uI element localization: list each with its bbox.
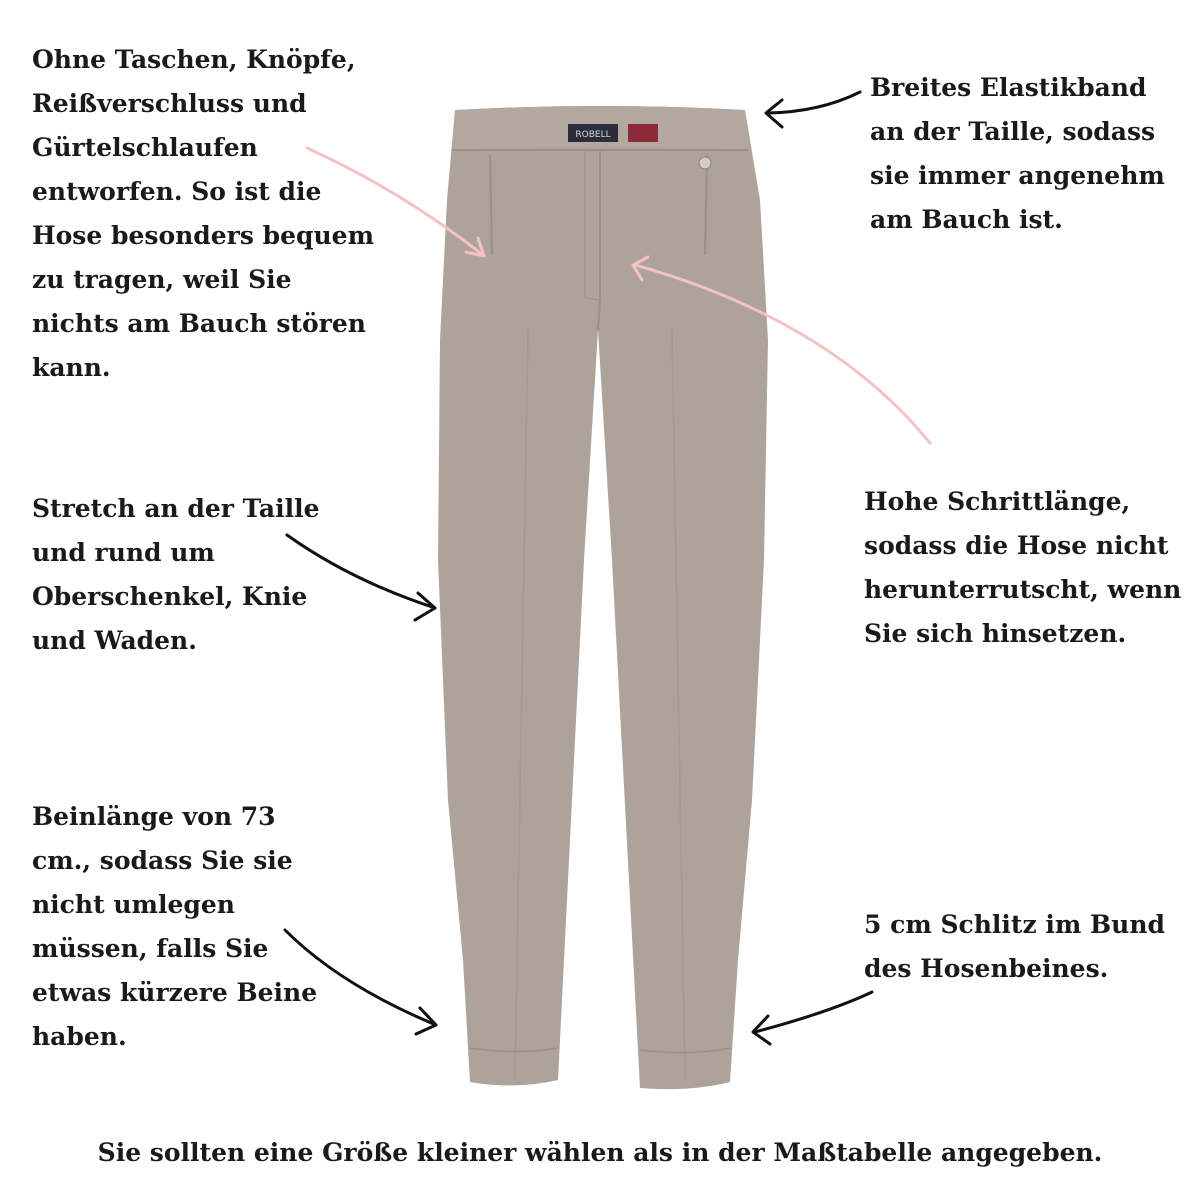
- annotation-bottom-left: Beinlänge von 73 cm., sodass Sie sie nicht umlegen müssen, falls Sie etwas kürzere Beine haben.: [32, 802, 318, 1051]
- annotation-mid-right: Hohe Schrittlänge, sodass die Hose nicht herunterrutscht, wenn Sie sich hinsetzen.: [864, 487, 1182, 648]
- arrow-bottom-right: [753, 992, 872, 1044]
- button-rivet: [699, 157, 711, 169]
- annotation-top-left: Ohne Taschen, Knöpfe, Reißverschluss und Gürtelschlaufen entworfen. So ist die Hose besonders bequem zu tragen, weil Sie nichts am Bauch stören kann.: [32, 45, 375, 382]
- brand-label-text: ROBELL: [575, 130, 611, 140]
- arrow-top-right: [766, 92, 860, 127]
- trousers-image: [438, 106, 768, 1089]
- annotation-top-right: Breites Elastikband an der Taille, sodass sie immer angenehm am Bauch ist.: [870, 73, 1165, 234]
- annotation-bottom-right: 5 cm Schlitz im Bund des Hosenbeines.: [864, 910, 1165, 983]
- annotation-mid-left: Stretch an der Taille und rund um Oberschenkel, Knie und Waden.: [32, 494, 320, 655]
- trouser-body: [438, 106, 768, 1089]
- size-label: [628, 124, 658, 142]
- footer-note: Sie sollten eine Größe kleiner wählen als in der Maßtabelle angegeben.: [97, 1138, 1103, 1167]
